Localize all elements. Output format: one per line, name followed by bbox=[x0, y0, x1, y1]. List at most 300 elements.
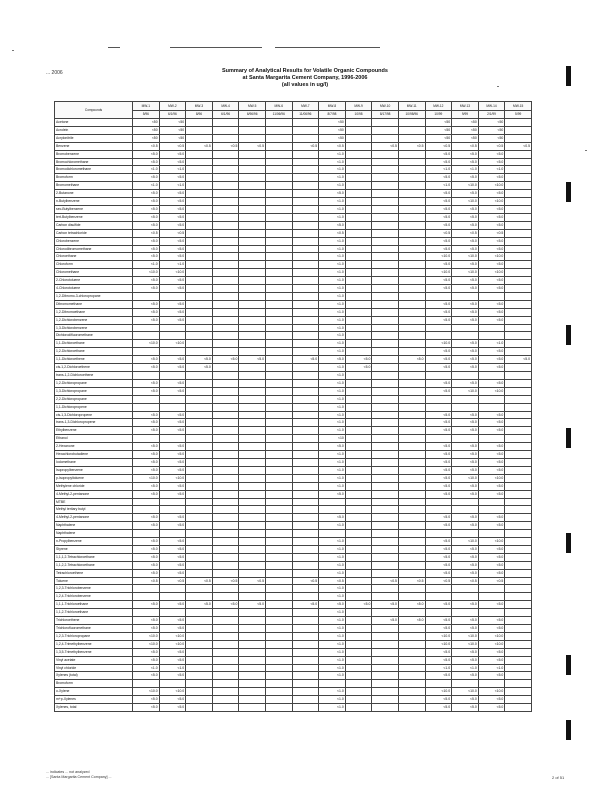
result-cell: <5.0 bbox=[478, 545, 505, 553]
result-cell bbox=[505, 561, 532, 569]
result-cell bbox=[133, 324, 160, 332]
result-cell bbox=[159, 324, 186, 332]
result-cell bbox=[292, 261, 319, 269]
result-cell bbox=[292, 435, 319, 443]
result-cell bbox=[345, 617, 372, 625]
result-cell: <1.0 bbox=[319, 348, 346, 356]
result-cell: <1.0 bbox=[319, 656, 346, 664]
table-row bbox=[55, 419, 532, 427]
result-cell bbox=[186, 205, 213, 213]
result-cell: <5.0 bbox=[159, 696, 186, 704]
result-cell bbox=[452, 372, 479, 380]
result-cell bbox=[292, 198, 319, 206]
result-cell bbox=[133, 585, 160, 593]
result-cell bbox=[212, 245, 239, 253]
result-cell: <1.0 bbox=[133, 261, 160, 269]
result-cell bbox=[212, 182, 239, 190]
result-cell bbox=[398, 593, 425, 601]
result-cell bbox=[505, 577, 532, 585]
result-cell: <10.0 bbox=[159, 632, 186, 640]
result-cell bbox=[505, 221, 532, 229]
result-cell bbox=[239, 364, 266, 372]
result-cell: <0.5 bbox=[239, 142, 266, 150]
result-cell bbox=[505, 285, 532, 293]
result-cell bbox=[505, 601, 532, 609]
result-cell bbox=[505, 403, 532, 411]
table-row bbox=[55, 213, 532, 221]
result-cell: <1.0 bbox=[319, 324, 346, 332]
result-cell bbox=[372, 166, 399, 174]
result-cell bbox=[186, 538, 213, 546]
result-cell bbox=[265, 158, 292, 166]
result-cell bbox=[239, 696, 266, 704]
result-cell bbox=[159, 680, 186, 688]
table-row bbox=[55, 237, 532, 245]
result-cell: <5.0 bbox=[478, 443, 505, 451]
compound-name: 4-Methyl-2-pentanone bbox=[55, 514, 133, 522]
result-cell: <5.0 bbox=[425, 648, 452, 656]
compound-name: 2-Hexanone bbox=[55, 443, 133, 451]
table-row bbox=[55, 126, 532, 134]
result-cell: <5.0 bbox=[425, 190, 452, 198]
table-row bbox=[55, 379, 532, 387]
result-cell bbox=[212, 134, 239, 142]
result-cell bbox=[345, 316, 372, 324]
result-cell bbox=[372, 474, 399, 482]
compound-name: Vinyl chloride bbox=[55, 664, 133, 672]
result-cell bbox=[265, 348, 292, 356]
compound-name: sec-Butylbenzene bbox=[55, 205, 133, 213]
result-cell bbox=[186, 134, 213, 142]
result-cell bbox=[505, 474, 532, 482]
result-cell bbox=[239, 656, 266, 664]
result-cell: <1.0 bbox=[319, 482, 346, 490]
result-cell bbox=[345, 443, 372, 451]
result-cell bbox=[239, 134, 266, 142]
table-row bbox=[55, 609, 532, 617]
result-cell bbox=[212, 316, 239, 324]
table-row bbox=[55, 435, 532, 443]
table-row bbox=[55, 538, 532, 546]
result-cell: <1.0 bbox=[319, 704, 346, 712]
result-cell bbox=[345, 506, 372, 514]
result-cell: <1.0 bbox=[319, 545, 346, 553]
result-cell bbox=[186, 253, 213, 261]
result-cell bbox=[212, 648, 239, 656]
result-cell bbox=[292, 119, 319, 127]
result-cell: <1.0 bbox=[159, 166, 186, 174]
result-cell: <10.0 bbox=[133, 632, 160, 640]
table-row bbox=[55, 585, 532, 593]
result-cell bbox=[292, 490, 319, 498]
result-cell: <5.0 bbox=[425, 300, 452, 308]
result-cell: <1.0 bbox=[319, 213, 346, 221]
result-cell: <5.0 bbox=[133, 364, 160, 372]
result-cell: <0.5 bbox=[398, 142, 425, 150]
result-cell: <0.5 bbox=[212, 577, 239, 585]
result-cell bbox=[398, 198, 425, 206]
result-cell: <5.0 bbox=[159, 316, 186, 324]
well-id-header: MW-1 bbox=[133, 102, 160, 111]
result-cell bbox=[398, 664, 425, 672]
table-row bbox=[55, 640, 532, 648]
result-cell bbox=[345, 324, 372, 332]
result-cell: <5.0 bbox=[425, 261, 452, 269]
result-cell: <0.5 bbox=[425, 142, 452, 150]
compound-name: Bromoform bbox=[55, 680, 133, 688]
result-cell bbox=[505, 617, 532, 625]
result-cell: <0.5 bbox=[292, 142, 319, 150]
result-cell bbox=[212, 277, 239, 285]
result-cell bbox=[133, 506, 160, 514]
result-cell bbox=[186, 119, 213, 127]
result-cell: <5.0 bbox=[159, 205, 186, 213]
result-cell: <5.0 bbox=[133, 213, 160, 221]
result-cell bbox=[372, 443, 399, 451]
result-cell: <5.0 bbox=[133, 451, 160, 459]
result-cell bbox=[239, 253, 266, 261]
result-cell: <5.0 bbox=[425, 348, 452, 356]
result-cell bbox=[212, 680, 239, 688]
result-cell bbox=[478, 403, 505, 411]
result-cell bbox=[452, 593, 479, 601]
result-cell bbox=[265, 522, 292, 530]
result-cell: <10.0 bbox=[159, 269, 186, 277]
result-cell: <5.0 bbox=[133, 308, 160, 316]
sample-date-header: 2/1/99 bbox=[478, 111, 505, 119]
result-cell bbox=[186, 324, 213, 332]
result-cell bbox=[239, 387, 266, 395]
result-cell bbox=[398, 585, 425, 593]
result-cell bbox=[239, 174, 266, 182]
result-cell bbox=[372, 253, 399, 261]
result-cell: <5.0 bbox=[319, 221, 346, 229]
result-cell bbox=[398, 379, 425, 387]
result-cell bbox=[265, 680, 292, 688]
result-cell: <5.0 bbox=[345, 364, 372, 372]
result-cell: <5.0 bbox=[452, 308, 479, 316]
result-cell bbox=[292, 150, 319, 158]
well-id-header: MW-9 bbox=[345, 102, 372, 111]
result-cell bbox=[372, 609, 399, 617]
result-cell bbox=[159, 435, 186, 443]
result-cell bbox=[372, 324, 399, 332]
result-cell: <5.0 bbox=[212, 356, 239, 364]
result-cell bbox=[345, 435, 372, 443]
result-cell bbox=[398, 688, 425, 696]
result-cell bbox=[292, 348, 319, 356]
result-cell: <10.0 bbox=[478, 474, 505, 482]
result-cell: <1.0 bbox=[133, 664, 160, 672]
page-title bbox=[150, 68, 460, 89]
result-cell: <5.0 bbox=[478, 696, 505, 704]
compound-name: 2,2-Dichloropropane bbox=[55, 395, 133, 403]
result-cell bbox=[505, 411, 532, 419]
table-row bbox=[55, 443, 532, 451]
sample-date-header: 10/98/96 bbox=[398, 111, 425, 119]
sample-date-header: 6/1/96 bbox=[212, 111, 239, 119]
result-cell: <5.0 bbox=[159, 648, 186, 656]
result-cell: <50 bbox=[319, 126, 346, 134]
result-cell bbox=[345, 119, 372, 127]
result-cell: <1.0 bbox=[452, 166, 479, 174]
result-cell bbox=[212, 292, 239, 300]
result-cell: <5.0 bbox=[478, 150, 505, 158]
result-cell bbox=[398, 348, 425, 356]
table-row bbox=[55, 205, 532, 213]
result-cell: <5.0 bbox=[452, 300, 479, 308]
result-cell bbox=[398, 277, 425, 285]
result-cell bbox=[398, 704, 425, 712]
title-line: (all values in ug/l) bbox=[281, 82, 329, 88]
result-cell bbox=[292, 316, 319, 324]
result-cell bbox=[265, 245, 292, 253]
result-cell: <5.0 bbox=[159, 198, 186, 206]
result-cell: <50 bbox=[159, 134, 186, 142]
result-cell bbox=[159, 403, 186, 411]
table-row bbox=[55, 561, 532, 569]
result-cell: <5.0 bbox=[425, 379, 452, 387]
result-cell bbox=[186, 569, 213, 577]
result-cell bbox=[372, 482, 399, 490]
result-cell bbox=[345, 672, 372, 680]
compound-name: 1,3,5-Trimethylbenzene bbox=[55, 648, 133, 656]
result-cell: <10 bbox=[319, 435, 346, 443]
result-cell: <5.0 bbox=[478, 190, 505, 198]
result-cell bbox=[239, 482, 266, 490]
result-cell: <5.0 bbox=[452, 696, 479, 704]
result-cell: <5.0 bbox=[292, 601, 319, 609]
result-cell bbox=[265, 561, 292, 569]
result-cell bbox=[239, 451, 266, 459]
result-cell: <1.0 bbox=[319, 411, 346, 419]
result-cell bbox=[239, 348, 266, 356]
result-cell bbox=[478, 506, 505, 514]
result-cell bbox=[345, 245, 372, 253]
result-cell bbox=[212, 119, 239, 127]
result-cell: <5.0 bbox=[478, 656, 505, 664]
result-cell bbox=[505, 545, 532, 553]
result-cell bbox=[186, 451, 213, 459]
result-cell bbox=[425, 435, 452, 443]
result-cell bbox=[186, 198, 213, 206]
result-cell: <5.0 bbox=[452, 553, 479, 561]
result-cell: <5.0 bbox=[159, 419, 186, 427]
result-cell: <5.0 bbox=[478, 316, 505, 324]
table-row bbox=[55, 221, 532, 229]
result-cell bbox=[186, 672, 213, 680]
result-cell bbox=[212, 403, 239, 411]
result-cell: <10.0 bbox=[159, 640, 186, 648]
result-cell bbox=[345, 372, 372, 380]
result-cell: <50 bbox=[425, 119, 452, 127]
result-cell: <5.0 bbox=[159, 482, 186, 490]
result-cell: <1.0 bbox=[319, 198, 346, 206]
result-cell bbox=[265, 403, 292, 411]
result-cell: <10.0 bbox=[159, 340, 186, 348]
result-cell bbox=[505, 664, 532, 672]
compound-name: Naphthalene bbox=[55, 522, 133, 530]
compound-name: 2-Butanone bbox=[55, 190, 133, 198]
result-cell bbox=[292, 451, 319, 459]
result-cell bbox=[292, 696, 319, 704]
result-cell: <0.5 bbox=[186, 142, 213, 150]
result-cell bbox=[398, 545, 425, 553]
result-cell bbox=[505, 119, 532, 127]
result-cell: <1.0 bbox=[319, 308, 346, 316]
result-cell: <1.0 bbox=[319, 150, 346, 158]
result-cell bbox=[372, 364, 399, 372]
result-cell bbox=[425, 680, 452, 688]
result-cell: <5.0 bbox=[478, 277, 505, 285]
result-cell: <5.0 bbox=[425, 427, 452, 435]
result-cell bbox=[292, 403, 319, 411]
result-cell: <10.0 bbox=[133, 474, 160, 482]
result-cell bbox=[186, 340, 213, 348]
result-cell bbox=[239, 704, 266, 712]
result-cell bbox=[239, 332, 266, 340]
table-row bbox=[55, 466, 532, 474]
compound-name: 1,1,1-Trichloroethane bbox=[55, 601, 133, 609]
result-cell bbox=[133, 498, 160, 506]
result-cell bbox=[239, 664, 266, 672]
result-cell bbox=[292, 245, 319, 253]
result-cell bbox=[478, 332, 505, 340]
result-cell: <5.0 bbox=[452, 411, 479, 419]
result-cell bbox=[452, 680, 479, 688]
result-cell bbox=[239, 474, 266, 482]
result-cell bbox=[398, 285, 425, 293]
result-cell bbox=[398, 213, 425, 221]
result-cell: <5.0 bbox=[478, 419, 505, 427]
result-cell bbox=[265, 696, 292, 704]
result-cell bbox=[478, 324, 505, 332]
result-cell bbox=[345, 158, 372, 166]
result-cell: <1.0 bbox=[319, 277, 346, 285]
result-cell bbox=[345, 704, 372, 712]
table-row bbox=[55, 340, 532, 348]
result-cell: <1.0 bbox=[319, 379, 346, 387]
compound-name: Ethylbenzene bbox=[55, 427, 133, 435]
result-cell: <5.0 bbox=[133, 569, 160, 577]
result-cell bbox=[372, 190, 399, 198]
result-cell bbox=[425, 609, 452, 617]
scan-speck bbox=[497, 86, 499, 87]
sample-date-header: 9/99 bbox=[452, 111, 479, 119]
result-cell bbox=[372, 134, 399, 142]
result-cell: <10.0 bbox=[425, 253, 452, 261]
result-cell bbox=[212, 640, 239, 648]
result-cell: <5.0 bbox=[425, 625, 452, 633]
result-cell: <5.0 bbox=[452, 356, 479, 364]
result-cell bbox=[345, 640, 372, 648]
result-cell bbox=[265, 443, 292, 451]
result-cell bbox=[345, 585, 372, 593]
result-cell: <5.0 bbox=[452, 522, 479, 530]
result-cell bbox=[372, 269, 399, 277]
result-cell bbox=[239, 530, 266, 538]
result-cell bbox=[372, 545, 399, 553]
result-cell: <5.0 bbox=[425, 466, 452, 474]
result-cell: <5.0 bbox=[425, 482, 452, 490]
result-cell bbox=[292, 443, 319, 451]
result-cell bbox=[505, 427, 532, 435]
binding-mark bbox=[566, 533, 571, 553]
result-cell bbox=[505, 435, 532, 443]
result-cell bbox=[239, 308, 266, 316]
result-cell bbox=[425, 332, 452, 340]
result-cell bbox=[292, 126, 319, 134]
well-id-header: MW-6 bbox=[265, 102, 292, 111]
result-cell bbox=[505, 632, 532, 640]
result-cell bbox=[265, 617, 292, 625]
result-cell: <5.0 bbox=[425, 364, 452, 372]
result-cell: <0.5 bbox=[319, 577, 346, 585]
result-cell bbox=[265, 150, 292, 158]
result-cell: <5.0 bbox=[159, 356, 186, 364]
result-cell bbox=[186, 126, 213, 134]
result-cell: <5.0 bbox=[425, 150, 452, 158]
result-cell bbox=[239, 261, 266, 269]
result-cell: <50 bbox=[452, 119, 479, 127]
compound-name: Bromodichloromethane bbox=[55, 166, 133, 174]
result-cell: <5.0 bbox=[133, 522, 160, 530]
result-cell bbox=[319, 498, 346, 506]
result-cell bbox=[505, 213, 532, 221]
result-cell bbox=[186, 490, 213, 498]
result-cell bbox=[398, 553, 425, 561]
result-cell: <10.0 bbox=[452, 182, 479, 190]
result-cell: <5.0 bbox=[478, 648, 505, 656]
compound-name: 1,1,2-Trichloroethane bbox=[55, 609, 133, 617]
result-cell: <5.0 bbox=[452, 261, 479, 269]
result-cell: <1.0 bbox=[452, 664, 479, 672]
compound-name: Bromobenzene bbox=[55, 150, 133, 158]
result-cell bbox=[425, 292, 452, 300]
result-cell bbox=[478, 498, 505, 506]
compound-name: n-Butylbenzene bbox=[55, 198, 133, 206]
result-cell: <50 bbox=[478, 126, 505, 134]
result-cell: <10.0 bbox=[159, 688, 186, 696]
result-cell: <5.0 bbox=[452, 569, 479, 577]
result-cell: <5.0 bbox=[478, 490, 505, 498]
result-cell bbox=[398, 419, 425, 427]
result-cell bbox=[186, 632, 213, 640]
result-cell: <1.0 bbox=[319, 166, 346, 174]
result-cell bbox=[345, 340, 372, 348]
result-cell: <5.0 bbox=[159, 704, 186, 712]
result-cell bbox=[425, 372, 452, 380]
result-cell bbox=[239, 632, 266, 640]
result-cell: <10.0 bbox=[478, 269, 505, 277]
table-row bbox=[55, 506, 532, 514]
result-cell: <5.0 bbox=[478, 561, 505, 569]
result-cell: <5.0 bbox=[159, 387, 186, 395]
result-cell: <5.0 bbox=[478, 158, 505, 166]
result-cell: <5.0 bbox=[159, 411, 186, 419]
result-cell bbox=[505, 158, 532, 166]
result-cell bbox=[505, 466, 532, 474]
compound-name: Methyl tertiary butyl bbox=[55, 506, 133, 514]
result-cell: <5.0 bbox=[425, 443, 452, 451]
result-cell bbox=[372, 664, 399, 672]
result-cell bbox=[212, 340, 239, 348]
result-cell: <10.0 bbox=[425, 688, 452, 696]
result-cell: <50 bbox=[478, 119, 505, 127]
table-row bbox=[55, 664, 532, 672]
result-cell bbox=[265, 427, 292, 435]
footer bbox=[46, 770, 112, 780]
